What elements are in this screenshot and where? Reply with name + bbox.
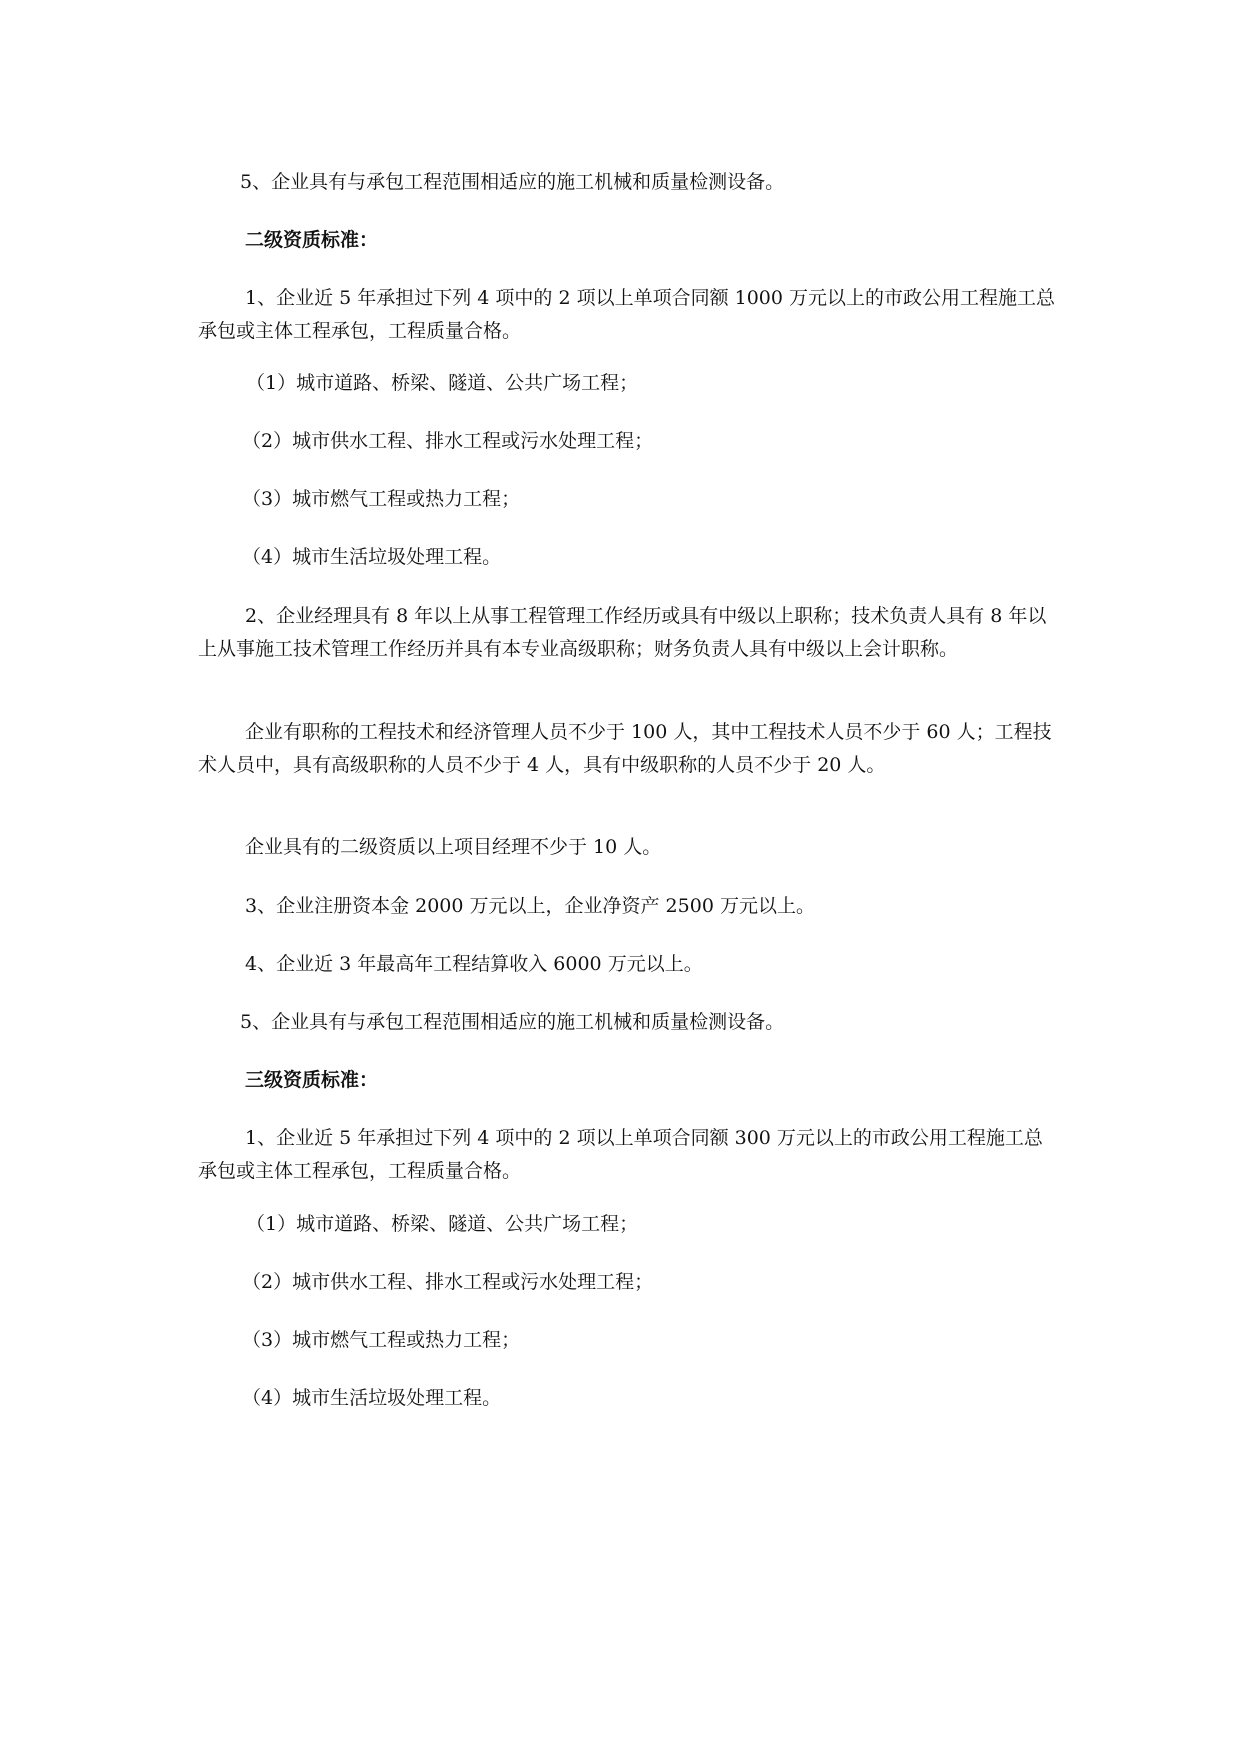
paragraph-level-three-item-1: 1、企业近 5 年承担过下列 4 项中的 2 项以上单项合同额 300 万元以上的市政公用工程施工总承包或主体工程承包，工程质量合格。 bbox=[198, 1127, 1043, 1182]
paragraph-level-two-staff: 企业有职称的工程技术和经济管理人员不少于 100 人，其中工程技术人员不少于 60 人；工程技术人员中，具有高级职称的人员不少于 4 人，具有中级职称的人员不少于 20 人。 bbox=[198, 721, 1052, 776]
paragraph-level-two-item-1: 1、企业近 5 年承担过下列 4 项中的 2 项以上单项合同额 1000 万元以上的市政公用工程施工总承包或主体工程承包，工程质量合格。 bbox=[198, 287, 1056, 342]
paragraph-level-two-item-5: 5、企业具有与承包工程范围相适应的施工机械和质量检测设备。 bbox=[240, 1011, 785, 1033]
paragraph-level-two-sub-2: （2）城市供水工程、排水工程或污水处理工程； bbox=[242, 430, 654, 452]
heading-level-three-standard: 三级资质标准： bbox=[245, 1069, 379, 1091]
paragraph-level-two-sub-1: （1）城市道路、桥梁、隧道、公共广场工程； bbox=[246, 372, 639, 394]
paragraph-level-two-item-3: 3、企业注册资本金 2000 万元以上，企业净资产 2500 万元以上。 bbox=[245, 895, 815, 917]
heading-level-two-standard: 二级资质标准： bbox=[245, 229, 379, 251]
paragraph-level-three-sub-1: （1）城市道路、桥梁、隧道、公共广场工程； bbox=[246, 1213, 639, 1235]
paragraph-level-three-sub-2: （2）城市供水工程、排水工程或污水处理工程； bbox=[242, 1271, 654, 1293]
paragraph-level-two-managers: 企业具有的二级资质以上项目经理不少于 10 人。 bbox=[245, 836, 662, 858]
paragraph-level-two-item-2: 2、企业经理具有 8 年以上从事工程管理工作经历或具有中级以上职称；技术负责人具有 8 年以上从事施工技术管理工作经历并具有本专业高级职称；财务负责人具有中级以上会计职称。 bbox=[198, 605, 1047, 660]
paragraph-level-three-sub-3: （3）城市燃气工程或热力工程； bbox=[242, 1329, 521, 1351]
paragraph-level-two-item-4: 4、企业近 3 年最高年工程结算收入 6000 万元以上。 bbox=[245, 953, 703, 975]
paragraph-level-two-sub-4: （4）城市生活垃圾处理工程。 bbox=[242, 546, 502, 568]
paragraph-level-three-sub-4: （4）城市生活垃圾处理工程。 bbox=[242, 1387, 502, 1409]
paragraph-equipment-requirement: 5、企业具有与承包工程范围相适应的施工机械和质量检测设备。 bbox=[240, 171, 785, 193]
paragraph-level-two-sub-3: （3）城市燃气工程或热力工程； bbox=[242, 488, 521, 510]
